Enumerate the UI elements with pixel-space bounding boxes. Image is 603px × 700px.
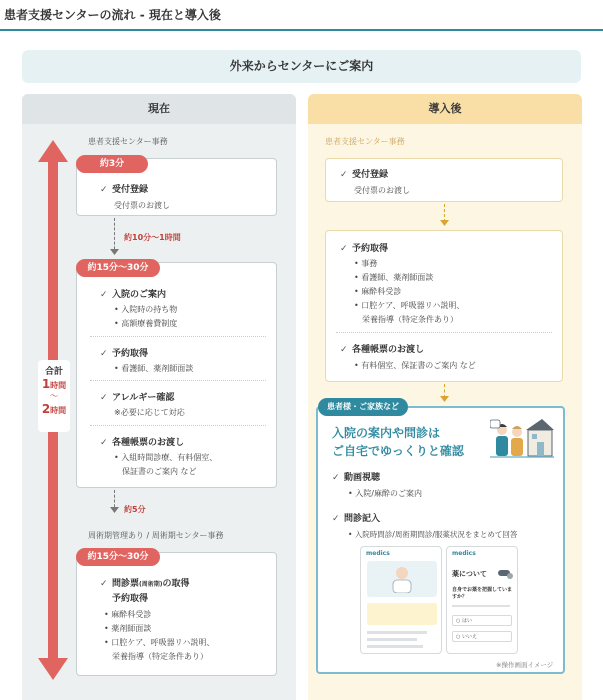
current-column-header: 現在: [22, 94, 296, 124]
after-booking-item-3: • 麻酔科受診: [354, 287, 402, 296]
current-perioperative-label: 周術期管理あり / 周術期センター事務: [88, 531, 224, 540]
check-icon: ✓: [100, 438, 108, 448]
wait-arrow-2: [110, 507, 119, 513]
wait-arrow-1: [110, 249, 119, 255]
total-time-label: [38, 360, 70, 432]
current-time-pill-2: 約15分〜30分: [76, 259, 160, 277]
flow-arrow-1: [440, 220, 449, 226]
check-icon: ✓: [100, 349, 108, 359]
after-booking-item-2: • 看護師、薬剤師面談: [354, 273, 434, 282]
after-booking-item-5: 栄養指導（特定条件あり）: [362, 315, 458, 324]
check-icon: ✓: [100, 185, 108, 195]
check-icon: ✓: [100, 393, 108, 403]
current-documents-title: ✓ 各種帳票のお渡し: [100, 438, 185, 448]
total-min-value: 1: [41, 377, 51, 391]
divider: [336, 332, 552, 333]
home-video-title: ✓ 動画視聴: [332, 473, 381, 483]
total-max-unit: 時間: [50, 406, 67, 415]
banner: 外来からセンターにご案内: [22, 50, 581, 83]
total-tilde: 〜: [49, 392, 59, 402]
app-brand: medics: [366, 550, 390, 557]
current-wait-1: 約10分〜1時間: [124, 233, 181, 242]
current-admission-title: ✓ 入院のご案内: [100, 290, 167, 300]
current-allergy-note: ※必要に応じて対応: [114, 408, 185, 417]
doctor-avatar-icon: [389, 565, 415, 593]
family-tag: 患者様・ご家族など: [318, 398, 408, 416]
family-home-illustration-icon: [490, 416, 554, 460]
check-icon: ✓: [100, 290, 108, 300]
answer-yes[interactable]: ○ はい: [452, 615, 512, 626]
total-label: 合計: [44, 367, 63, 377]
pill-icon: [497, 567, 513, 579]
current-periop-item-3: • 口腔ケア、呼吸器リハ説明、: [104, 638, 215, 647]
home-questionnaire-title: ✓ 問診記入: [332, 514, 381, 524]
text-line: [367, 645, 423, 648]
current-time-pill-1: 約3分: [76, 155, 148, 173]
flow-arrow-2: [440, 396, 449, 402]
after-section-label: 患者支援センター事務: [325, 137, 405, 146]
check-icon: ✓: [332, 473, 340, 483]
app-screen-mockup-1: [360, 546, 442, 654]
current-reception-title: ✓ 受付登録: [100, 185, 149, 195]
current-reception-sub: 受付票のお渡し: [114, 201, 170, 210]
current-periop-item-1: • 麻酔科受診: [104, 610, 152, 619]
current-booking-title: ✓ 予約取得: [100, 349, 149, 359]
home-questionnaire-item-1: • 入院時問診/周術期問診/服薬状況をまとめて回答: [348, 530, 518, 539]
total-max-value: 2: [41, 402, 51, 416]
divider: [90, 336, 266, 337]
medicine-question: 自身でお薬を把握していますか？: [452, 587, 513, 600]
current-admission-item-2: • 高額療養費制度: [114, 319, 178, 328]
home-headline-1: 入院の案内や問診は: [332, 426, 441, 440]
check-icon: ✓: [332, 514, 340, 524]
current-booking2-title: 予約取得: [112, 594, 149, 604]
text-line: [367, 631, 427, 634]
title-rule: [0, 29, 603, 31]
page-title: 患者支援センターの流れ - 現在と導入後: [4, 8, 221, 22]
current-section-label: 患者支援センター事務: [88, 137, 168, 146]
current-time-pill-3: 約15分〜30分: [76, 548, 160, 566]
check-icon: ✓: [340, 345, 348, 355]
text-line: [452, 605, 510, 607]
after-column-header: 導入後: [308, 94, 582, 124]
check-icon: ✓: [340, 244, 348, 254]
after-documents-item-1: • 有料個室、保証書のご案内 など: [354, 361, 476, 370]
current-admission-item-1: • 入院時の持ち物: [114, 305, 178, 314]
app-brand: medics: [452, 550, 476, 557]
current-documents-item-1: • 入組時間診療、有料個室、: [114, 453, 218, 462]
after-documents-title: ✓ 各種帳票のお渡し: [340, 345, 425, 355]
after-reception-title: ✓ 受付登録: [340, 170, 389, 180]
current-periop-item-4: 栄養指導（特定条件あり）: [112, 652, 208, 661]
after-booking-item-4: • 口腔ケア、呼吸器リハ説明、: [354, 301, 465, 310]
text-line: [367, 638, 417, 641]
home-headline-2: ご自宅でゆっくりと確認: [332, 444, 464, 458]
total-min-unit: 時間: [50, 381, 67, 390]
after-booking-title: ✓ 予約取得: [340, 244, 389, 254]
current-booking-item-1: • 看護師、薬剤師面談: [114, 364, 194, 373]
check-icon: ✓: [340, 170, 348, 180]
divider: [90, 425, 266, 426]
home-video-item-1: • 入院/麻酔のご案内: [348, 489, 422, 498]
current-periop-item-2: • 薬剤師面談: [104, 624, 152, 633]
after-booking-item-1: • 事務: [354, 259, 378, 268]
app-screen-mockup-2: [446, 546, 518, 654]
after-reception-sub: 受付票のお渡し: [354, 186, 410, 195]
current-wait-2: 約5分: [124, 505, 146, 514]
medicine-heading: 薬について: [452, 570, 487, 578]
current-documents-item-2: 保証書のご案内 など: [122, 467, 197, 476]
check-icon: ✓: [100, 579, 108, 589]
divider: [90, 380, 266, 381]
answer-no[interactable]: ○ いいえ: [452, 631, 512, 642]
screen-caption: ※操作画面イメージ: [496, 661, 554, 669]
info-card: [367, 603, 437, 625]
current-questionnaire-title: ✓ 問診票(周術期)の取得: [100, 579, 190, 589]
current-allergy-title: ✓ アレルギー確認: [100, 393, 175, 403]
